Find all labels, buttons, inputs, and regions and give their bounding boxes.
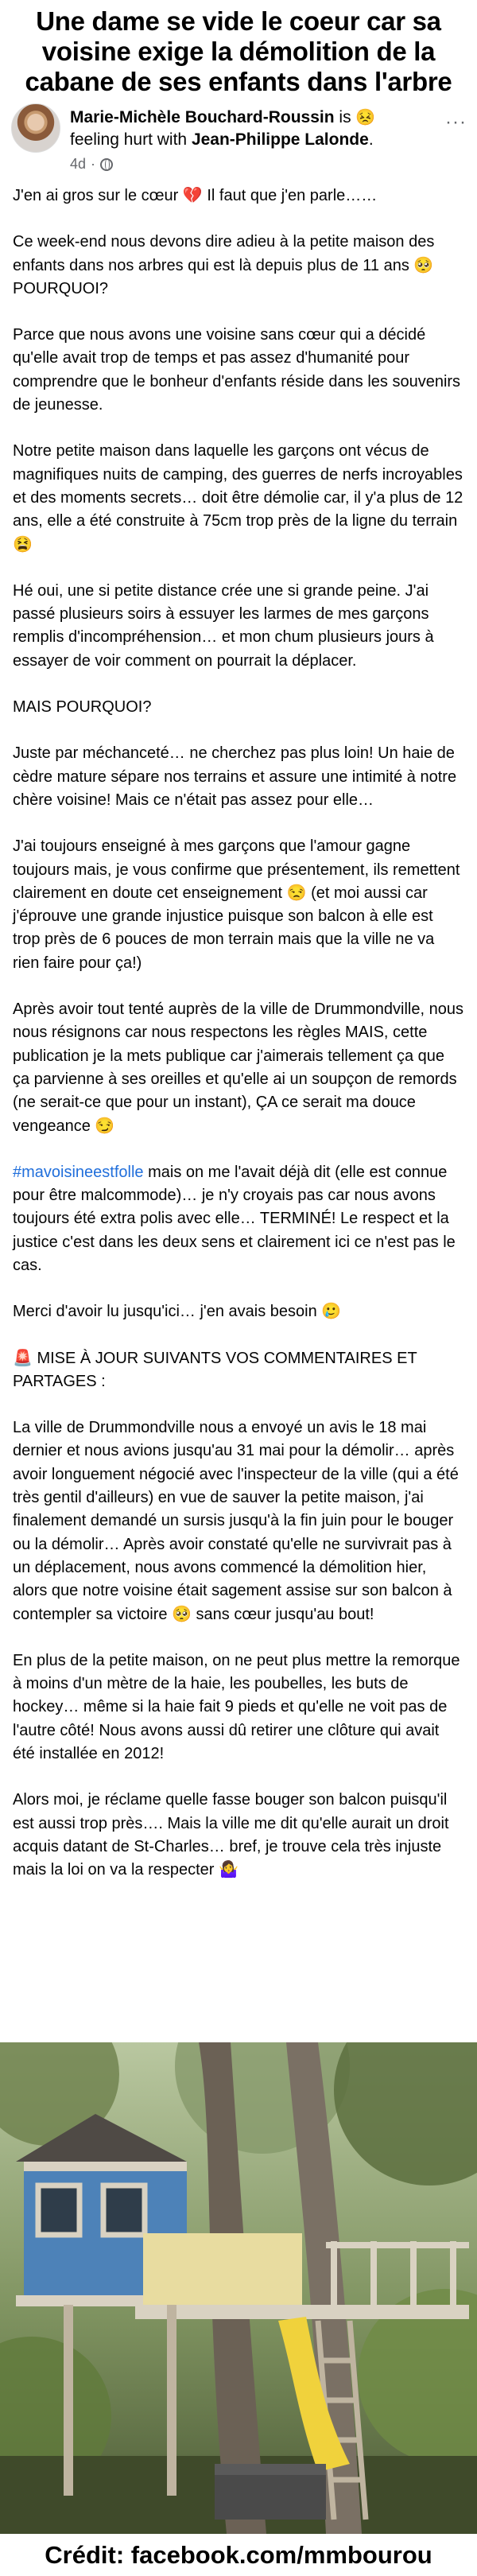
- post-paragraph: La ville de Drummondville nous a envoyé un avis le 18 mai dernier et nous avions jusqu'au 31 mai pour la démolir… après avoir longuement négocié avec l'inspecteur de la ville (qui a été très gentil d'ailleurs) en vue de sauver la petite maison, j'ai finalement demandé un sursis jusqu'à la fin juin pour le bouger ou la démolir… Après avoir constaté qu'elle ne survivrait pas à un déplacement, nous avons commencé la démolition hier, alors que notre voisine était sagement assise sur son balcon à contempler sa victoire 🥺 sans cœur jusqu'au bout!: [13, 1419, 459, 1623]
- post-paragraph: J'ai toujours enseigné à mes garçons que l'amour gagne toujours mais, je vous confirme que présentement, ils remettent clairement en doute cet enseignement 😒 (et moi aussi car j'éprouve une grande injustice puisque son balcon à elle est trop près de 6 pouces de mon terrain mais que la ville ne va rien faire pour ça!): [13, 837, 460, 972]
- post-paragraph: J'en ai gros sur le cœur 💔 Il faut que j'en parle……: [13, 187, 378, 204]
- globe-icon: [100, 158, 113, 171]
- treehouse-illustration: [0, 2042, 477, 2534]
- hashtag-link[interactable]: #mavoisineestfolle: [13, 1163, 144, 1181]
- update-heading: 🚨 MISE À JOUR SUIVANTS VOS COMMENTAIRES ET PARTAGES :: [13, 1349, 417, 1390]
- tagged-person[interactable]: Jean-Philippe Lalonde: [191, 130, 369, 149]
- post-paragraph: Juste par méchanceté… ne cherchez pas plus loin! Un haie de cèdre mature sépare nos terrains et assure une intimité à notre chère voisine! Mais ce n'était pas assez pour elle…: [13, 744, 457, 809]
- post-paragraph: MAIS POURQUOI?: [13, 698, 152, 717]
- post-body: [13, 185, 464, 1906]
- article-headline: Une dame se vide le coeur car sa voisine exige la démolition de la cabane de ses enfants dans l'arbre: [25, 6, 452, 96]
- post-time[interactable]: 4d: [70, 156, 87, 172]
- post-paragraph: Après avoir tout tenté auprès de la ville de Drummondville, nous nous résignons car nous respectons les règles MAIS, cette publication je la mets publique car j'aimerais tellement ça que ça parvienne à ses oreilles et qu'elle ai un soupçon de remords (ne serait-ce que pour un instant), ÇA ce serait ma douce vengeance 😏: [13, 1000, 463, 1135]
- treehouse-photo[interactable]: [0, 2042, 477, 2534]
- tagged-suffix: .: [368, 130, 374, 149]
- post-paragraph: En plus de la petite maison, on ne peut plus mettre la remorque à moins d'un mètre de la haie, les poubelles, les buts de hockey… même si la haie fait 9 pieds et qu'elle ne voit pas de l'autre côté! Nous avons aussi dû retirer une clôture qui avait été installée en 2012!: [13, 1651, 460, 1763]
- feeling-emoji-icon: 😣: [355, 109, 376, 126]
- feeling-text: feeling hurt with: [70, 130, 188, 149]
- post-header: [0, 94, 477, 181]
- post-paragraph: Hé oui, une si petite distance crée une si grande peine. J'ai passé plusieurs soirs à essuyer les larmes de mes garçons remplis d'incompréhension… et mon chum plusieurs jours à essayer de voir comment on pourrait la déplacer.: [13, 581, 434, 670]
- meta-dot: ·: [91, 156, 96, 172]
- post-meta: [70, 156, 113, 173]
- hashtag-paragraph-text: mais on me l'avait déjà dit (elle est connue pour être malcommode)… je n'y croyais pas car nous avons toujours été extra polis avec elle… TERMINÉ! Le respect et la justice c'est dans les deux sens et clairement ici ce n'est pas le cas.: [13, 1163, 456, 1274]
- more-options-button[interactable]: ···: [445, 111, 467, 133]
- post-paragraph: Ce week-end nous devons dire adieu à la petite maison des enfants dans nos arbres qui est là depuis plus de 11 ans 🥺 POURQUOI?: [13, 233, 435, 297]
- post-paragraph-with-hashtag: [13, 1161, 464, 1277]
- author-avatar[interactable]: [11, 103, 60, 153]
- photo-credit: Crédit: facebook.com/mmbourou: [45, 2541, 432, 2569]
- author-line: [70, 107, 420, 151]
- post-paragraph: Alors moi, je réclame quelle fasse bouger son balcon puisqu'il est aussi trop près…. Mais la ville me dit qu'elle aurait un droit acquis datant de St-Charles… bref, je trouve cela très injuste mais la loi on va la respecter 🤷‍♀️: [13, 1791, 449, 1879]
- post-paragraph: Merci d'avoir lu jusqu'ici… j'en avais besoin 🥲: [13, 1303, 342, 1321]
- post-paragraph: Notre petite maison dans laquelle les garçons ont vécus de magnifiques nuits de camping, des guerres de nerfs incroyables et des moments secrets… doit être démolie car, il y'a plus de 12 ans, elle a été construite à 75cm trop près de la ligne du terrain 😫: [13, 442, 463, 554]
- is-text: is: [339, 108, 351, 126]
- author-name[interactable]: Marie-Michèle Bouchard-Roussin: [70, 108, 335, 126]
- post-paragraph: Parce que nous avons une voisine sans cœur qui a décidé qu'elle avait trop de temps et pas assez d'humanité pour comprendre que le bonheur d'enfants réside dans les souvenirs de jeunesse.: [13, 326, 461, 414]
